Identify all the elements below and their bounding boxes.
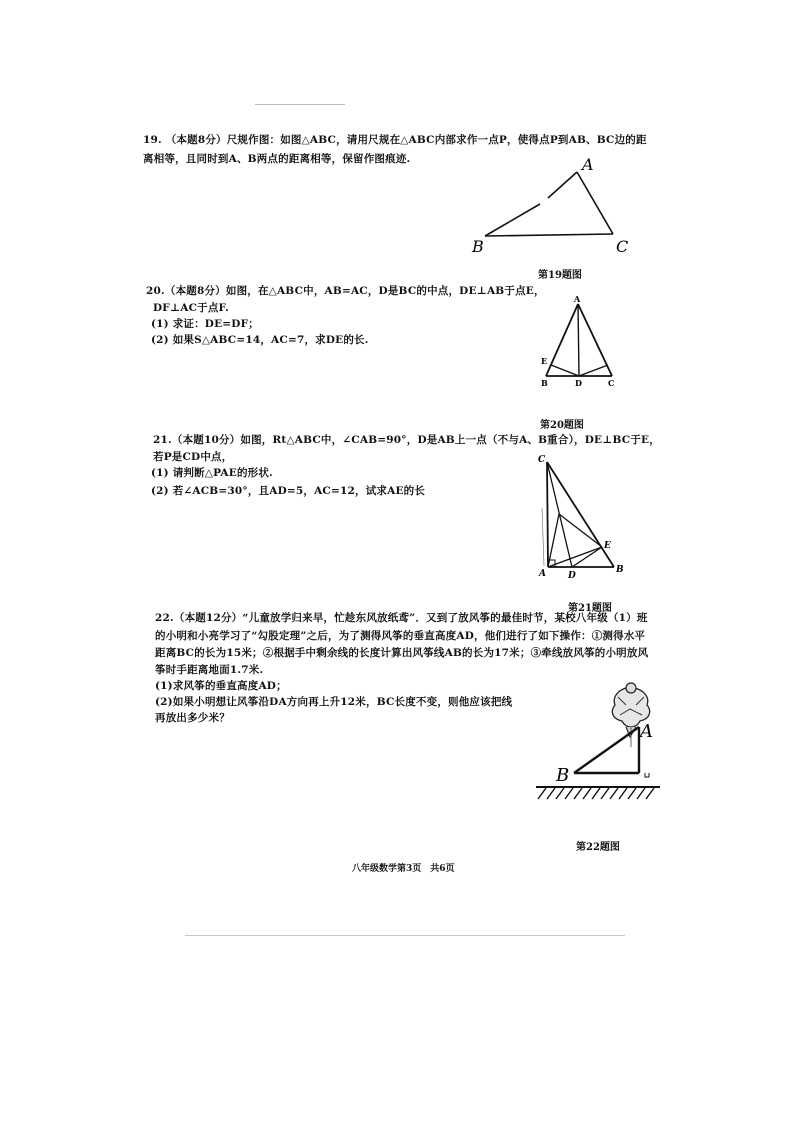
q20-label-b: B <box>541 378 548 388</box>
q21-part1: (1) 请判断△PAE的形状. <box>151 467 273 479</box>
q22-line1: 22.（本题12分）“儿童放学归来早，忙趁东风放纸鸢”．又到了放风筝的最佳时节，某校八年级（1）班 <box>155 612 648 624</box>
q22-line2: 的小明和小亮学习了“勾股定理”之后，为了测得风筝的垂直高度AD，他们进行了如下操作：①测得水平 <box>155 630 646 642</box>
q20-perp-df <box>579 365 608 376</box>
q21-figure <box>530 448 625 583</box>
q22-label-b: B <box>556 765 570 786</box>
q19-side-ba <box>485 204 540 236</box>
q22-kite-string-ab <box>574 727 639 773</box>
q20-caption: 第20题图 <box>540 420 584 431</box>
q21-line1: 21.（本题10分）如图，Rt△ABC中，∠CAB=90°，D是AB上一点（不与A、B重合），DE⊥BC于E， <box>153 434 660 446</box>
scan-line-bottom <box>185 935 625 936</box>
q19-line2: 离相等，且同时到A、B两点的距离相等，保留作图痕迹. <box>143 153 411 165</box>
q21-seg-pa <box>548 514 559 567</box>
q19-line1: 19. （本题8分）尺规作图：如图△ABC，请用尺规在△ABC内部求作一点P，使得点P到AB、BC边的距 <box>143 134 647 146</box>
q19-side-ab-upper <box>548 172 577 198</box>
q20-label-d: D <box>575 378 582 388</box>
q22-part2a: (2)如果小明想让风筝沿DA方向再上升12米，BC长度不变，则他应该把线 <box>155 696 513 708</box>
q21-label-c: C <box>538 455 546 465</box>
q20-perp-de <box>551 365 579 376</box>
q22-height-mark <box>645 773 649 777</box>
q20-line2: DF⊥AC于点F. <box>153 302 229 314</box>
q20-label-a: A <box>574 294 581 304</box>
q22-part1: (1)求风筝的垂直高度AD； <box>155 680 287 692</box>
page-footer: 八年级数学第3页 共6页 <box>352 864 455 874</box>
q22-label-a: A <box>640 721 653 742</box>
q20-median-ad <box>578 304 579 376</box>
q20-figure <box>536 292 626 392</box>
q22-caption: 第22题图 <box>576 842 620 853</box>
q21-label-e: E <box>604 541 611 551</box>
q21-scan-mark <box>542 508 544 566</box>
ground-hatch <box>538 788 654 799</box>
q19-label-b: B <box>472 237 484 256</box>
scan-line-top <box>255 104 345 105</box>
q19-label-a: A <box>582 155 594 174</box>
q22-line4: 筝时手距离地面1.7米. <box>155 664 264 676</box>
q22-figure <box>530 675 665 805</box>
q20-label-e: E <box>541 356 548 366</box>
q21-side-cb <box>547 462 614 567</box>
q21-label-a: A <box>539 569 546 579</box>
q21-side-ca <box>547 462 548 567</box>
q19-side-ac <box>577 172 613 234</box>
q20-label-c: C <box>608 378 615 388</box>
q20-side-ab <box>546 304 578 376</box>
q21-label-d: D <box>568 571 576 581</box>
q21-part2: (2) 若∠ACB=30°，且AD=5，AC=12，试求AE的长 <box>151 485 426 497</box>
q21-caption: 第21题图 <box>568 603 612 614</box>
q19-caption: 第19题图 <box>538 270 582 281</box>
q21-label-b: B <box>616 565 624 575</box>
q20-part1: (1) 求证：DE=DF； <box>151 318 259 330</box>
q19-label-c: C <box>616 237 629 256</box>
q22-line3: 距离BC的长为15米；②根据手中剩余线的长度计算出风筝线AB的长为17米；③牵线放风筝的小明放风 <box>155 647 649 659</box>
q21-seg-ae <box>548 547 602 567</box>
q20-part2: (2) 如果S△ABC=14，AC=7，求DE的长. <box>151 334 369 346</box>
q22-part2b: 再放出多少米？ <box>155 712 230 724</box>
q20-line1: 20.（本题8分）如图，在△ABC中，AB=AC，D是BC的中点，DE⊥AB于点E， <box>146 285 545 297</box>
q19-side-bc <box>485 234 613 236</box>
q19-figure <box>460 148 640 260</box>
q21-line2: 若P是CD中点， <box>153 451 233 463</box>
